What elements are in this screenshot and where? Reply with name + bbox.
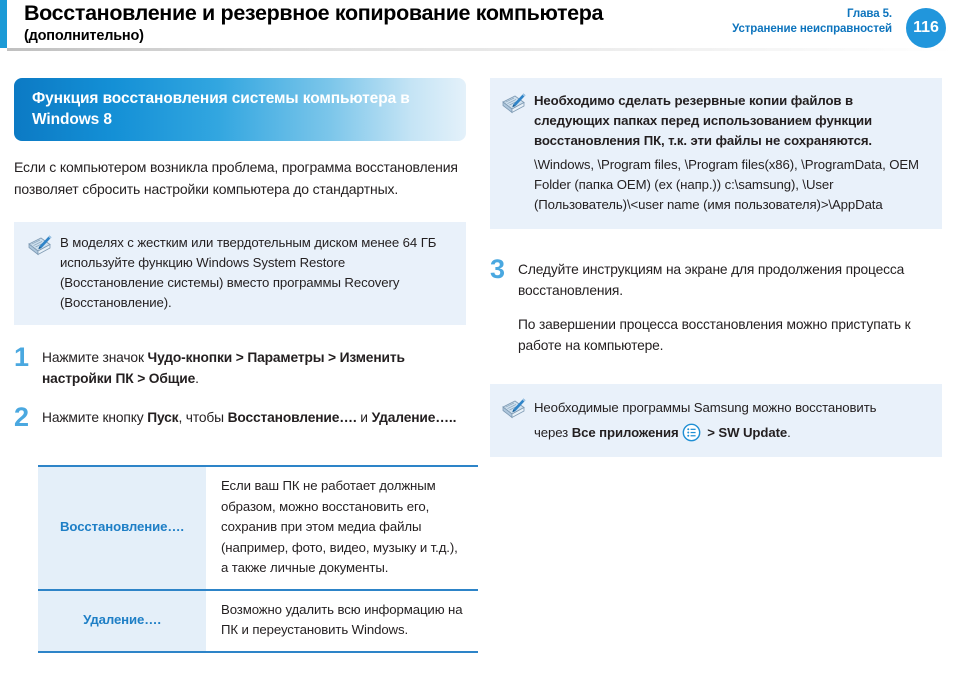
note-backup-lead: Необходимо сделать резервные копии файлов в следующих папках перед использованием функции восстановления ПК, т.к. эти файлы не сохраняются. [534, 93, 873, 148]
table-row-0-description: Если ваш ПК не работает должным образом, можно восстановить его, сохранив при этом медиа файлы (например, фото, видео, музыку и т.д.), а также личные документы. [221, 478, 458, 575]
note-sw-update-prefix: Необходимые программы Samsung можно восстановить [534, 400, 877, 415]
step-3-body [518, 259, 942, 356]
note-sw-update-separator: > [703, 425, 719, 440]
step-2-seg-4: и [356, 410, 372, 425]
step-1-text [42, 347, 466, 389]
note-pen-icon [28, 235, 52, 257]
page-title: Восстановление и резервное копирование компьютера [24, 1, 604, 25]
table-row [38, 590, 478, 652]
recovery-options-table [38, 465, 478, 653]
step-2-seg-5: Удаление….. [371, 410, 457, 425]
note-sw-update-label: SW Update [718, 425, 788, 440]
header-chapter-block [732, 7, 892, 37]
step-1-seg-0: Нажмите значок [42, 350, 148, 365]
table-row-0-label: Восстановление…. [38, 466, 207, 590]
section-label: Устранение неисправностей [732, 23, 892, 35]
step-2-seg-1: Пуск [147, 410, 179, 425]
note-box-backup [490, 78, 942, 229]
table-row-1-description: Возможно удалить всю информацию на ПК и переустановить Windows. [221, 601, 463, 637]
step-3-text: Следуйте инструкциям на экране для продолжения процесса восстановления. [518, 262, 905, 298]
table-row [38, 466, 478, 590]
header-accent-bar [0, 0, 7, 48]
page-header [0, 0, 954, 48]
intro-paragraph: Если с компьютером возникла проблема, программа восстановления позволяет сбросить настройки компьютера до стандартных. [14, 159, 458, 197]
step-1-seg-2: . [195, 371, 199, 386]
step-2-seg-3: Восстановление…. [227, 410, 357, 425]
note-sw-update-line2-prefix: через [534, 425, 572, 440]
section-heading-banner: Функция восстановления системы компьютера в Windows 8 [14, 78, 466, 141]
right-column [490, 78, 942, 457]
step-3-extra-text: По завершении процесса восстановления можно приступать к работе на компьютере. [518, 317, 911, 353]
note-pen-icon [502, 398, 526, 420]
header-divider [7, 48, 954, 51]
note-box-sw-update [490, 384, 942, 457]
page-content [0, 78, 954, 668]
note-text-system-restore: В моделях с жестким или твердотельным диском менее 64 ГБ используйте функцию Windows System Restore (Восстановление системы) вместо программы Recovery (Восстановление). [60, 235, 437, 310]
step-2-text [42, 407, 466, 428]
note-sw-update-suffix: . [787, 425, 791, 440]
page-number-badge: 116 [906, 8, 946, 48]
step-3 [490, 254, 942, 356]
note-box-system-restore [14, 222, 466, 325]
all-apps-list-icon [682, 423, 701, 442]
step-1-seg-1: Чудо-кнопки > Параметры > Изменить настройки ПК > Общие [42, 350, 405, 386]
step-2-number: 2 [14, 402, 30, 432]
page-subtitle: (дополнительно) [24, 28, 144, 44]
header-title-block [24, 1, 724, 46]
table-row-1-label: Удаление…. [38, 590, 207, 652]
note-backup-paths: \Windows, \Program files, \Program files(x86), \ProgramData, OEM Folder (папка OEM) (ex (напр.)) c:\samsung), \User (Пользователь)\<user name (имя пользователя)>\AppData [534, 157, 919, 212]
note-sw-update-all-apps: Все приложения [571, 425, 679, 440]
step-1 [14, 342, 466, 389]
step-2-seg-2: , чтобы [178, 410, 228, 425]
step-3-number: 3 [490, 254, 506, 284]
chapter-label: Глава 5. [847, 8, 892, 20]
left-column [14, 78, 466, 653]
note-pen-icon [502, 93, 526, 115]
step-2-seg-0: Нажмите кнопку [42, 410, 148, 425]
step-1-number: 1 [14, 342, 30, 372]
note-sw-update-body [534, 395, 928, 445]
note-backup-body [534, 91, 928, 215]
step-2 [14, 402, 466, 432]
